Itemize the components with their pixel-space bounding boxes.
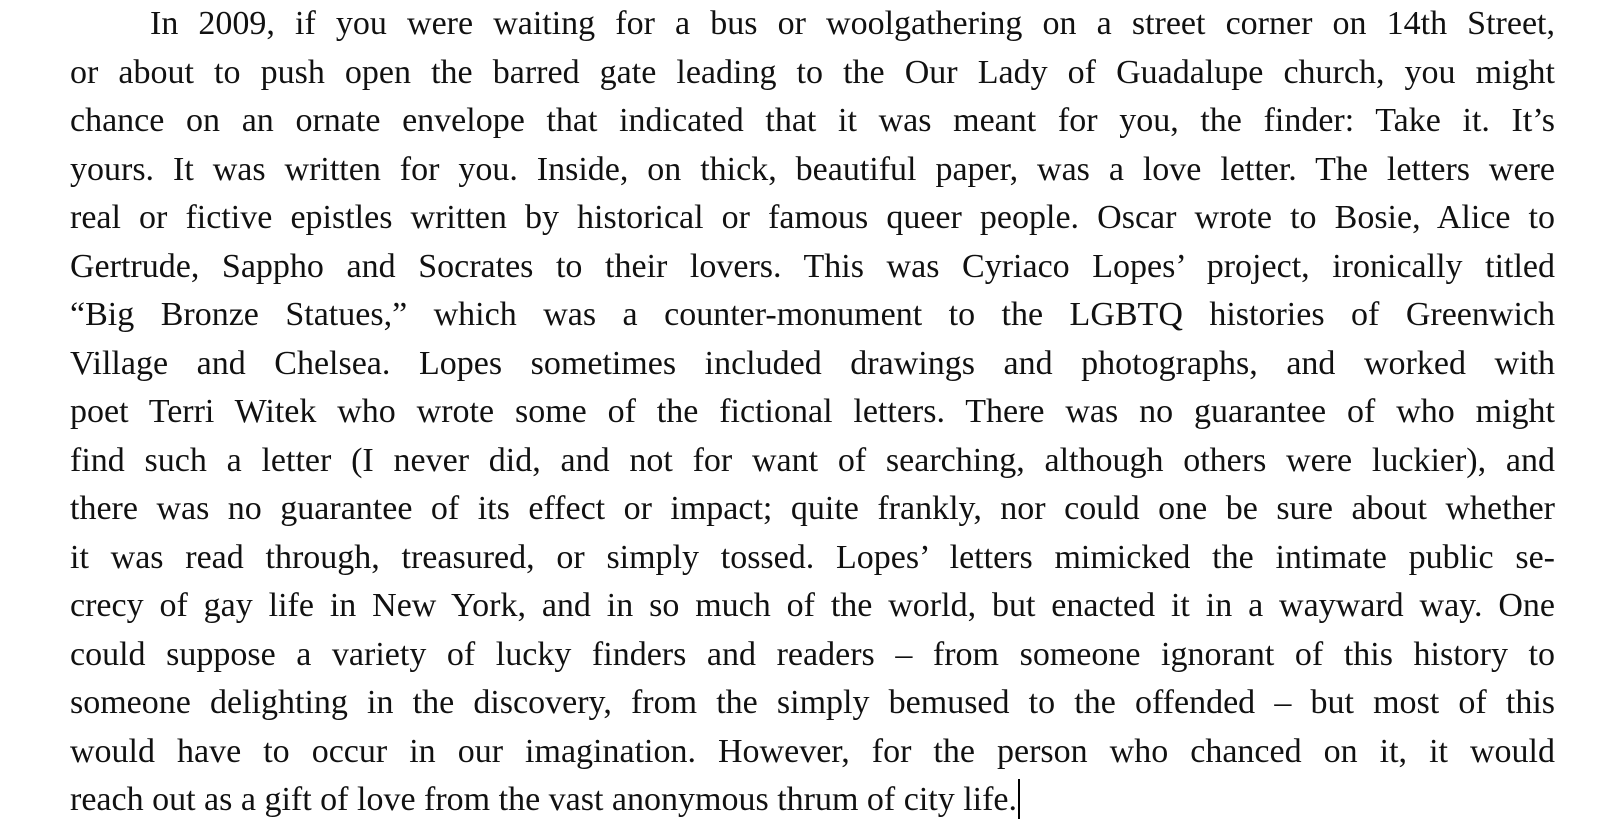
paragraph-line-14: could suppose a variety of lucky finders and readers – from someone ignorant of this history to <box>70 635 1555 673</box>
text-cursor <box>1018 779 1020 819</box>
paragraph-line-5: real or fictive epistles written by historical or famous queer people. Oscar wrote to Bosie, Alice to <box>70 199 1555 236</box>
paragraph-line-2: or about to push open the barred gate leading to the Our Lady of Guadalupe church, you might <box>70 53 1555 91</box>
paragraph-line-17 <box>70 776 1555 825</box>
paragraph-line-4: yours. It was written for you. Inside, on thick, beautiful paper, was a love letter. The letters were <box>70 150 1555 188</box>
paragraph-line-15: someone delighting in the discovery, from the simply bemused to the offended – but most of this <box>70 684 1555 721</box>
paragraph-line-6: Gertrude, Sappho and Socrates to their lovers. This was Cyriaco Lopes’ project, ironically titled <box>70 247 1555 285</box>
paragraph-line-10: find such a letter (I never did, and not for want of searching, although others were luckier), and <box>70 441 1555 479</box>
document-page <box>70 0 1555 840</box>
paragraph-line-16: would have to occur in our imagination. However, for the person who chanced on it, it would <box>70 732 1555 770</box>
paragraph-line-13: crecy of gay life in New York, and in so much of the world, but enacted it in a wayward way. One <box>70 587 1555 624</box>
paragraph-line-17-text: reach out as a gift of love from the vast anonymous thrum of city life. <box>70 781 1018 818</box>
paragraph-line-3: chance on an ornate envelope that indicated that it was meant for you, the finder: Take it. It’s <box>70 102 1555 139</box>
paragraph-line-9: poet Terri Witek who wrote some of the fictional letters. There was no guarantee of who might <box>70 393 1555 430</box>
paragraph-line-7: “Big Bronze Statues,” which was a counter-monument to the LGBTQ histories of Greenwich <box>70 296 1555 333</box>
paragraph-line-8: Village and Chelsea. Lopes sometimes included drawings and photographs, and worked with <box>70 344 1555 382</box>
body-paragraph[interactable] <box>70 0 1555 825</box>
paragraph-line-1: In 2009, if you were waiting for a bus or woolgathering on a street corner on 14th Street, <box>150 5 1555 42</box>
paragraph-line-11: there was no guarantee of its effect or impact; quite frankly, nor could one be sure about whether <box>70 490 1555 527</box>
paragraph-line-12: it was read through, treasured, or simply tossed. Lopes’ letters mimicked the intimate public se- <box>70 538 1555 576</box>
